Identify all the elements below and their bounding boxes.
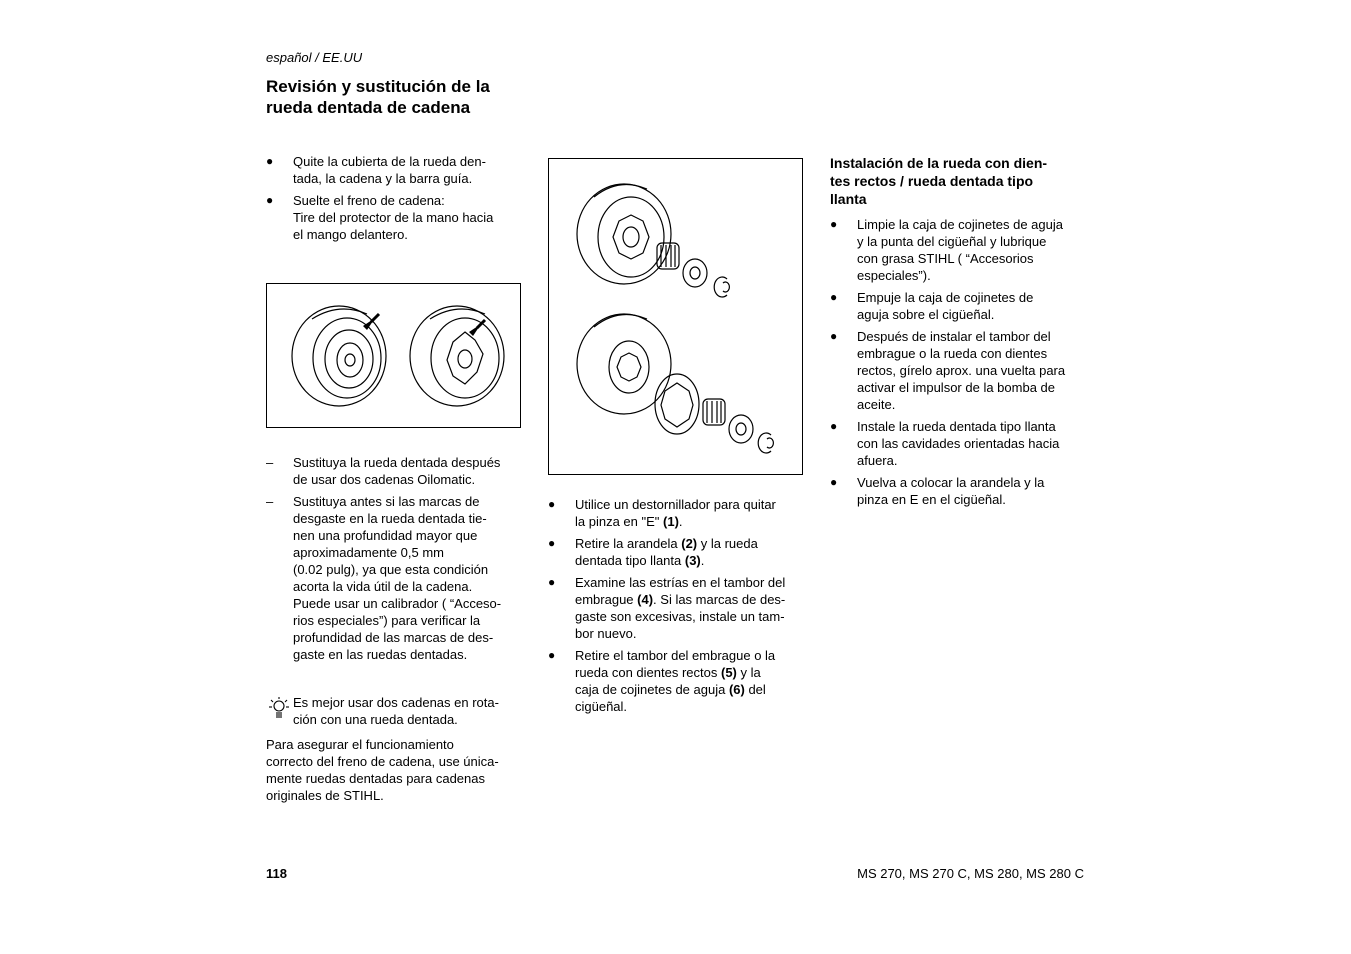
col1-bullets — [266, 153, 531, 248]
sprocket-exploded-illustration — [549, 159, 802, 474]
bullet-icon: ● — [830, 419, 838, 433]
tip-note: Es mejor usar dos cadenas en rota- ción con una rueda dentada. — [266, 694, 531, 728]
bullet-icon: ● — [548, 536, 556, 550]
section-subtitle: Instalación de la rueda con dien- tes rectos / rueda dentada tipo llanta — [830, 155, 1048, 207]
sprocket-disassembly-figure — [548, 158, 803, 475]
col2-bullets — [548, 496, 813, 720]
bullet-icon: ● — [266, 193, 274, 207]
list-item: ● Limpie la caja de cojinetes de aguja y la punta del cigüeñal y lubrique con grasa STIHL ( “Accesorios especiales”). — [830, 217, 1063, 283]
page-number: 118 — [266, 866, 287, 881]
bullet-icon: ● — [830, 329, 838, 343]
bullet-icon: ● — [830, 290, 838, 304]
bullet-icon: ● — [548, 575, 556, 589]
bullet-icon: ● — [548, 497, 556, 511]
list-item: ● Instale la rueda dentada tipo llanta con las cavidades orientadas hacia afuera. — [830, 419, 1060, 468]
list-item: ● Vuelva a colocar la arandela y la pinza en E en el cigüeñal. — [830, 475, 1045, 507]
bullet-icon: ● — [266, 154, 274, 168]
page-title: Revisión y sustitución de la rueda dentada de cadena — [266, 77, 490, 117]
bullet-icon: ● — [830, 217, 838, 231]
list-item: ● Quite la cubierta de la rueda den- tada, la cadena y la barra guía. — [266, 154, 486, 186]
list-item: ● Utilice un destornillador para quitar la pinza en "E" (1). — [548, 497, 776, 529]
list-item: – Sustituya antes si las marcas de desgaste en la rueda dentada tie- nen una profundidad mayor que aproximadamente 0,5 mm (0.02 pulg), ya que esta condición acorta la vida útil de la cadena. Puede usar un calibrador ( “Acceso- rios especiales”) para verificar la profundidad de las marcas de des- gaste en las ruedas dentadas. — [266, 494, 502, 662]
chain-brake-paragraph: Para asegurar el funcionamiento correcto del freno de cadena, use única- mente ruedas dentadas para cadenas originales de STIHL. — [266, 737, 499, 803]
dash-icon: – — [266, 455, 274, 470]
model-label: MS 270, MS 270 C, MS 280, MS 280 C — [857, 866, 1084, 881]
sprocket-wear-figure — [266, 283, 521, 428]
sprocket-wear-illustration — [267, 284, 520, 427]
list-item: – Sustituya la rueda dentada después de usar dos cadenas Oilomatic. — [266, 455, 501, 487]
list-item: ● Retire el tambor del embrague o la rueda con dientes rectos (5) y la caja de cojinetes de aguja (6) del cigüeñal. — [548, 648, 776, 714]
lightbulb-icon — [268, 696, 290, 720]
language-label: español / EE.UU — [266, 50, 363, 65]
bullet-icon: ● — [548, 648, 556, 662]
list-item: ● Examine las estrías en el tambor del embrague (4). Si las marcas de des- gaste son excesivas, instale un tam- bor nuevo. — [548, 575, 786, 641]
bullet-icon: ● — [830, 475, 838, 489]
list-item: ● Empuje la caja de cojinetes de aguja sobre el cigüeñal. — [830, 290, 1034, 322]
col1-dashes — [266, 454, 531, 668]
list-item: ● Retire la arandela (2) y la rueda dentada tipo llanta (3). — [548, 536, 758, 568]
list-item: ● Suelte el freno de cadena: Tire del protector de la mano hacia el mango delantero. — [266, 193, 494, 242]
dash-icon: – — [266, 494, 274, 509]
col3 — [830, 154, 1095, 513]
list-item: ● Después de instalar el tambor del embrague o la rueda con dientes rectos, gírelo aprox. una vuelta para activar el impulsor de la bomba de aceite. — [830, 329, 1066, 412]
